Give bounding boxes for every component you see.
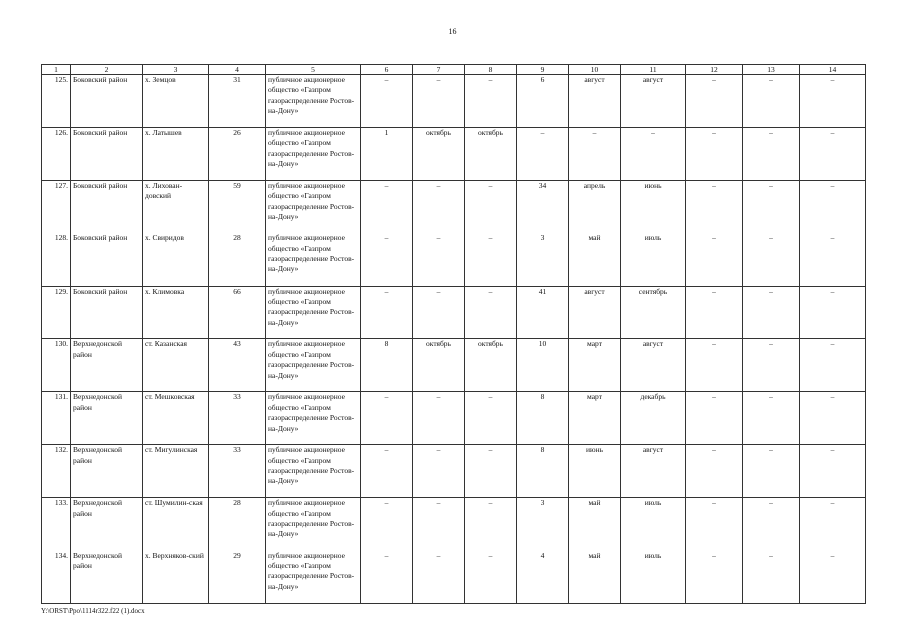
page-number: 16	[448, 27, 457, 36]
value-cell-13: –	[743, 551, 800, 604]
organization-cell: публичное акционерное общество «Газпром газораспределение Ростов-на-Дону»	[266, 339, 361, 392]
district-cell: Верхнедонской район	[71, 551, 143, 604]
month-cell-8: октябрь	[465, 339, 517, 392]
month-cell-10: март	[569, 339, 621, 392]
header-cell: 1	[42, 65, 71, 75]
value-cell-12: –	[686, 75, 743, 128]
value-cell-9: 8	[517, 445, 569, 498]
month-cell-11: август	[621, 445, 686, 498]
district-cell: Верхнедонской район	[71, 339, 143, 392]
month-cell-8: –	[465, 498, 517, 551]
value-cell-4: 29	[209, 551, 266, 604]
value-cell-14: –	[800, 445, 866, 498]
value-cell-4: 26	[209, 127, 266, 180]
month-cell-11: август	[621, 339, 686, 392]
district-cell: Боковский район	[71, 286, 143, 339]
month-cell-7: –	[413, 233, 465, 286]
value-cell-4: 31	[209, 75, 266, 128]
value-cell-9: 34	[517, 180, 569, 233]
value-cell-12: –	[686, 180, 743, 233]
month-cell-10: –	[569, 127, 621, 180]
header-cell: 8	[465, 65, 517, 75]
organization-cell: публичное акционерное общество «Газпром газораспределение Ростов-на-Дону»	[266, 551, 361, 604]
value-cell-12: –	[686, 551, 743, 604]
value-cell-9: 8	[517, 392, 569, 445]
value-cell-6: –	[361, 233, 413, 286]
value-cell-12: –	[686, 445, 743, 498]
month-cell-8: октябрь	[465, 127, 517, 180]
value-cell-13: –	[743, 180, 800, 233]
value-cell-12: –	[686, 498, 743, 551]
header-cell: 14	[800, 65, 866, 75]
value-cell-14: –	[800, 233, 866, 286]
row-number: 127.	[42, 180, 71, 233]
value-cell-9: 6	[517, 75, 569, 128]
value-cell-13: –	[743, 75, 800, 128]
table-row	[42, 445, 866, 498]
header-cell: 6	[361, 65, 413, 75]
month-cell-11: –	[621, 127, 686, 180]
value-cell-14: –	[800, 286, 866, 339]
file-path-footer: Y:\ORST\Ppo\1114r322.f22 (1).docx	[41, 607, 145, 615]
month-cell-7: –	[413, 445, 465, 498]
month-cell-8: –	[465, 445, 517, 498]
month-cell-10: апрель	[569, 180, 621, 233]
row-number: 132.	[42, 445, 71, 498]
settlement-cell: х. Верхняков-ский	[143, 551, 209, 604]
header-cell: 13	[743, 65, 800, 75]
month-cell-7: –	[413, 180, 465, 233]
settlement-cell: ст. Шумилин-ская	[143, 498, 209, 551]
table-row	[42, 498, 866, 551]
row-number: 126.	[42, 127, 71, 180]
value-cell-13: –	[743, 445, 800, 498]
month-cell-10: май	[569, 551, 621, 604]
month-cell-10: май	[569, 498, 621, 551]
district-cell: Боковский район	[71, 127, 143, 180]
month-cell-11: июль	[621, 233, 686, 286]
organization-cell: публичное акционерное общество «Газпром газораспределение Ростов-на-Дону»	[266, 75, 361, 128]
organization-cell: публичное акционерное общество «Газпром газораспределение Ростов-на-Дону»	[266, 233, 361, 286]
month-cell-10: август	[569, 75, 621, 128]
value-cell-6: –	[361, 498, 413, 551]
settlement-cell: х. Свиридов	[143, 233, 209, 286]
month-cell-7: –	[413, 286, 465, 339]
header-cell: 10	[569, 65, 621, 75]
schedule-table	[41, 64, 866, 604]
month-cell-11: декабрь	[621, 392, 686, 445]
organization-cell: публичное акционерное общество «Газпром газораспределение Ростов-на-Дону»	[266, 498, 361, 551]
settlement-cell: х. Лихован-довский	[143, 180, 209, 233]
table-row	[42, 127, 866, 180]
header-cell: 2	[71, 65, 143, 75]
settlement-cell: х. Латышев	[143, 127, 209, 180]
month-cell-8: –	[465, 551, 517, 604]
value-cell-14: –	[800, 498, 866, 551]
month-cell-11: сентябрь	[621, 286, 686, 339]
value-cell-12: –	[686, 127, 743, 180]
value-cell-6: 8	[361, 339, 413, 392]
row-number: 128.	[42, 233, 71, 286]
header-cell: 12	[686, 65, 743, 75]
month-cell-10: июнь	[569, 445, 621, 498]
month-cell-11: август	[621, 75, 686, 128]
month-cell-8: –	[465, 286, 517, 339]
header-cell: 7	[413, 65, 465, 75]
organization-cell: публичное акционерное общество «Газпром газораспределение Ростов-на-Дону»	[266, 180, 361, 233]
value-cell-6: –	[361, 445, 413, 498]
value-cell-9: 3	[517, 498, 569, 551]
month-cell-11: июль	[621, 498, 686, 551]
header-cell: 4	[209, 65, 266, 75]
month-cell-7: октябрь	[413, 127, 465, 180]
month-cell-10: май	[569, 233, 621, 286]
row-number: 134.	[42, 551, 71, 604]
month-cell-8: –	[465, 233, 517, 286]
value-cell-13: –	[743, 339, 800, 392]
header-cell: 5	[266, 65, 361, 75]
value-cell-12: –	[686, 392, 743, 445]
value-cell-14: –	[800, 392, 866, 445]
month-cell-11: июль	[621, 551, 686, 604]
organization-cell: публичное акционерное общество «Газпром газораспределение Ростов-на-Дону»	[266, 286, 361, 339]
value-cell-4: 28	[209, 233, 266, 286]
value-cell-6: –	[361, 392, 413, 445]
value-cell-9: 10	[517, 339, 569, 392]
month-cell-7: –	[413, 75, 465, 128]
month-cell-11: июнь	[621, 180, 686, 233]
organization-cell: публичное акционерное общество «Газпром газораспределение Ростов-на-Дону»	[266, 445, 361, 498]
district-cell: Верхнедонской район	[71, 498, 143, 551]
value-cell-9: –	[517, 127, 569, 180]
value-cell-13: –	[743, 286, 800, 339]
value-cell-4: 66	[209, 286, 266, 339]
district-cell: Верхнедонской район	[71, 445, 143, 498]
month-cell-10: март	[569, 392, 621, 445]
header-cell: 11	[621, 65, 686, 75]
value-cell-13: –	[743, 498, 800, 551]
value-cell-13: –	[743, 233, 800, 286]
table-row	[42, 286, 866, 339]
value-cell-12: –	[686, 233, 743, 286]
header-cell: 9	[517, 65, 569, 75]
organization-cell: публичное акционерное общество «Газпром газораспределение Ростов-на-Дону»	[266, 392, 361, 445]
value-cell-9: 4	[517, 551, 569, 604]
row-number: 130.	[42, 339, 71, 392]
value-cell-6: –	[361, 551, 413, 604]
value-cell-4: 43	[209, 339, 266, 392]
settlement-cell: ст. Казанская	[143, 339, 209, 392]
value-cell-14: –	[800, 180, 866, 233]
month-cell-8: –	[465, 180, 517, 233]
table-row	[42, 233, 866, 286]
month-cell-8: –	[465, 392, 517, 445]
header-row	[42, 65, 866, 75]
value-cell-6: –	[361, 286, 413, 339]
settlement-cell: ст. Мигулинская	[143, 445, 209, 498]
settlement-cell: х. Земцов	[143, 75, 209, 128]
month-cell-7: –	[413, 392, 465, 445]
month-cell-7: –	[413, 551, 465, 604]
value-cell-14: –	[800, 75, 866, 128]
table-row	[42, 180, 866, 233]
value-cell-9: 41	[517, 286, 569, 339]
value-cell-14: –	[800, 339, 866, 392]
value-cell-14: –	[800, 127, 866, 180]
district-cell: Верхнедонской район	[71, 392, 143, 445]
row-number: 125.	[42, 75, 71, 128]
table-row	[42, 551, 866, 604]
month-cell-8: –	[465, 75, 517, 128]
district-cell: Боковский район	[71, 180, 143, 233]
value-cell-12: –	[686, 286, 743, 339]
header-cell: 3	[143, 65, 209, 75]
district-cell: Боковский район	[71, 75, 143, 128]
settlement-cell: х. Климовка	[143, 286, 209, 339]
value-cell-9: 3	[517, 233, 569, 286]
organization-cell: публичное акционерное общество «Газпром газораспределение Ростов-на-Дону»	[266, 127, 361, 180]
value-cell-4: 28	[209, 498, 266, 551]
value-cell-6: –	[361, 75, 413, 128]
value-cell-4: 59	[209, 180, 266, 233]
value-cell-6: –	[361, 180, 413, 233]
settlement-cell: ст. Мешковская	[143, 392, 209, 445]
value-cell-4: 33	[209, 392, 266, 445]
value-cell-14: –	[800, 551, 866, 604]
row-number: 133.	[42, 498, 71, 551]
value-cell-12: –	[686, 339, 743, 392]
table-row	[42, 339, 866, 392]
value-cell-13: –	[743, 127, 800, 180]
month-cell-10: август	[569, 286, 621, 339]
month-cell-7: –	[413, 498, 465, 551]
table-row	[42, 75, 866, 128]
district-cell: Боковский район	[71, 233, 143, 286]
value-cell-6: 1	[361, 127, 413, 180]
month-cell-7: октябрь	[413, 339, 465, 392]
row-number: 131.	[42, 392, 71, 445]
value-cell-13: –	[743, 392, 800, 445]
value-cell-4: 33	[209, 445, 266, 498]
table-row	[42, 392, 866, 445]
row-number: 129.	[42, 286, 71, 339]
